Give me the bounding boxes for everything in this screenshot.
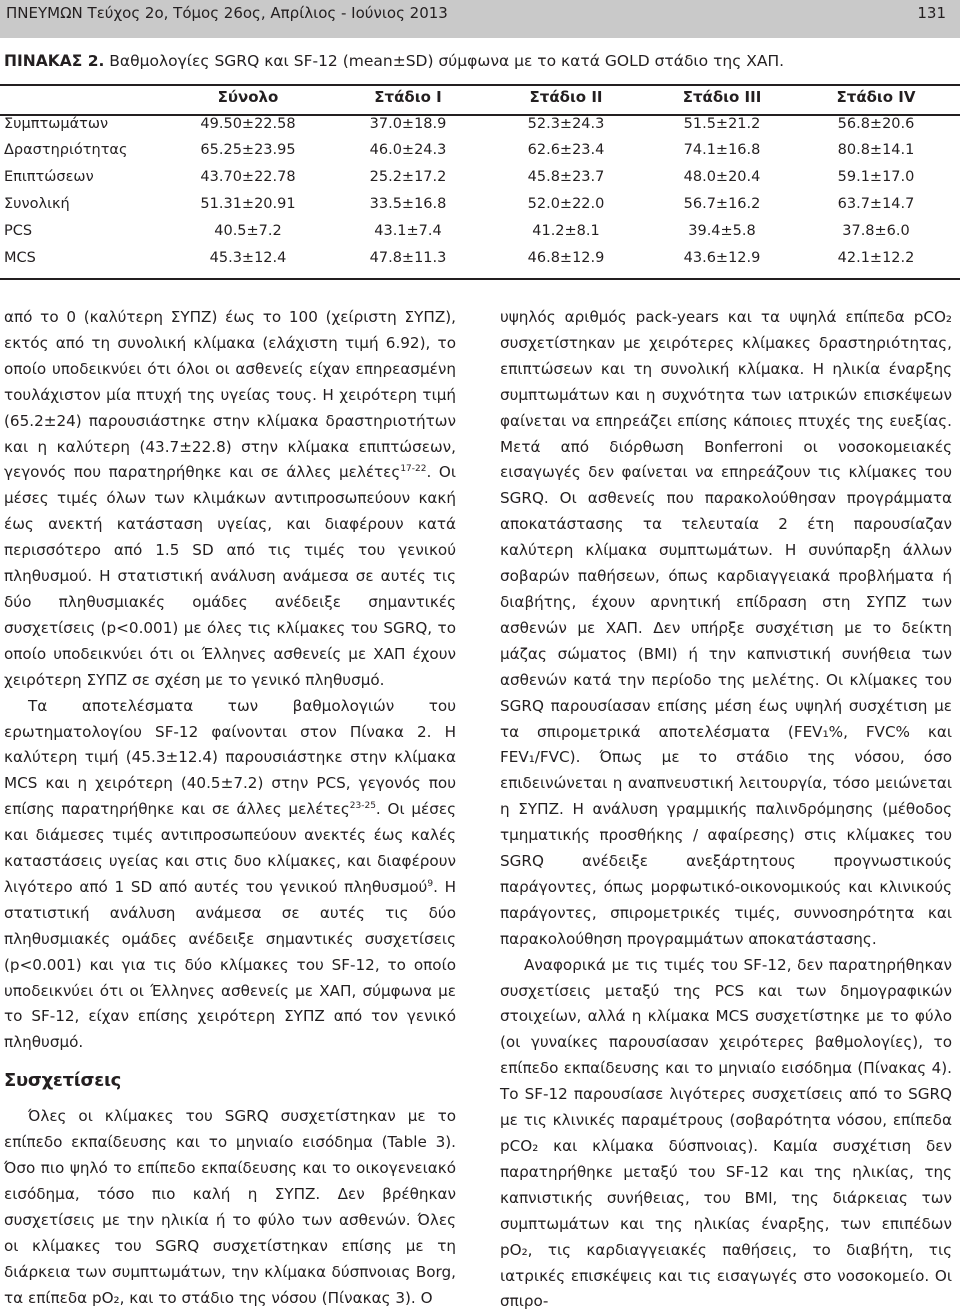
table-cell: 41.2±8.1 — [532, 223, 600, 239]
row-label: Επιπτώσεων — [4, 169, 94, 185]
table-cell: 39.4±5.8 — [688, 223, 756, 239]
table-cell: 43.6±12.9 — [683, 250, 761, 266]
citation: 17-22 — [400, 464, 427, 475]
table-cell: 37.8±6.0 — [842, 223, 910, 239]
table-cell: 59.1±17.0 — [837, 169, 915, 185]
table-cell: 37.0±18.9 — [369, 116, 447, 132]
row-label: PCS — [4, 223, 33, 239]
column-header: Στάδιο ΙΙ — [529, 88, 603, 106]
column-header: Σύνολο — [217, 88, 279, 106]
citation: 23-25 — [349, 801, 376, 812]
paragraph-correlations: Όλες οι κλίμακες του SGRQ συσχετίστηκαν με το επίπεδο εκπαίδευσης και το μηνιαίο εισόδημα (Table 3). Όσο πιο ψηλό το επίπεδο εκπαίδευσης και το οικογενειακό εισόδημα, τόσο πιο καλή η ΣΥΠΖ. Δεν βρέθηκαν συσχετίσεις με την ηλικία ή το φύλο των ασθενών. Όλες οι κλίμακες του SGRQ συσχετίστηκαν επίσης με τη διάρκεια των συμπτωμάτων, την κλίμακα δύσπνοιας Borg, τα επίπεδα pO₂, και το στάδιο της νόσου (Πίνακας 3). Ο — [4, 1107, 456, 1307]
table-cell: 51.31±20.91 — [200, 196, 296, 212]
table-cell: 65.25±23.95 — [200, 142, 296, 158]
table-cell: 62.6±23.4 — [527, 142, 605, 158]
table-cell: 46.8±12.9 — [527, 250, 605, 266]
table-cell: 25.2±17.2 — [369, 169, 447, 185]
running-header — [0, 0, 960, 38]
paragraph-sf12-results: Τα αποτελέσματα των βαθμολογιών του ερωτηματολογίου SF-12 φαίνονται στον Πίνακα 2. Η καλύτερη τιμή (45.3±12.4) παρουσιάστηκε στην κλίμακα MCS και η χειρότερη (40.5±7.2) στην PCS, γεγονός που επίσης παρατηρήθηκε και σε άλλες μελέτες$^{23-25}$. Οι μέσες και διάμεσες τιμές αντιπροσωπεύουν ανεκτές έως καλές καταστάσεις υγείας και στις δυο κλίμακες, και διαφέρουν λιγότερο από 1 SD από αυτές του γενικού πληθυσμού$^9$. Η στατιστική ανάλυση ανάμεσα σε αυτές τις δύο πληθυσμιακές ομάδες ανέδειξε σημαντικές συσχετίσεις (p<0.001) και για τις δύο κλίμακες του SF-12, το οποίο υποδεικνύει ότι οι Έλληνες ασθενείς με ΧΑΠ, σύμφωνα με το SF-12, είχαν επίσης χειρότερη ΣΥΠΖ από τον γενικό πληθυσμό. — [4, 696, 456, 1052]
table-cell: 80.8±14.1 — [837, 142, 915, 158]
section-heading: Συσχετίσεις — [4, 1070, 122, 1092]
table-cell: 43.70±22.78 — [200, 169, 296, 185]
journal-title: ΠΝΕΥΜΩΝ Τεύχος 2ο, Τόμος 26ος, Απρίλιος - Ιούνιος 2013 — [6, 4, 448, 22]
row-label: Δραστηριότητας — [4, 142, 128, 158]
row-label: Συνολική — [4, 196, 70, 212]
table-label: ΠΙΝΑΚΑΣ 2. — [4, 52, 105, 70]
paragraph-sgrq-results: από το 0 (καλύτερη ΣΥΠΖ) έως το 100 (χείριστη ΣΥΠΖ), εκτός από τη συνολική κλίμακα (ελάχιστη τιμή 6.92), το οποίο υποδεικνύει ότι όλοι οι ασθενείς είχαν επηρεασμένη τουλάχιστον μία πτυχή της υγείας τους. Η χειρότερη τιμή (65.2±24) παρουσιάστηκε στην κλίμακα δραστηριοτήτων και η καλύτερη (43.7±22.8) στην κλίμακα επιπτώσεων, γεγονός που παρατηρήθηκε και σε άλλες μελέτες$^{17-22}$. Οι μέσες τιμές όλων των κλιμάκων αντιπροσωπεύουν κακή έως ανεκτή κατάσταση υγείας, και διαφέρουν κατά περισσότερο από 1.5 SD από τις τιμές του γενικού πληθυσμού. Η στατιστική ανάλυση ανάμεσα σε αυτές τις δύο πληθυσμιακές ομάδες ανέδειξε σημαντικές συσχετίσεις (p<0.001) με όλες τις κλίμακες του SGRQ, το οποίο υποδεικνύει ότι οι Έλληνες ασθενείς με ΧΑΠ έχουν χειρότερη ΣΥΠΖ σε σχέση με το γενικό πληθυσμό. — [4, 308, 456, 689]
column-header: Στάδιο IV — [836, 88, 916, 106]
table-caption-text: Βαθμολογίες SGRQ και SF-12 (mean±SD) σύμφωνα με το κατά GOLD στάδιο της ΧΑΠ. — [104, 52, 785, 70]
paragraph-sgrq-correlations: υψηλός αριθμός pack-years και τα υψηλά επίπεδα pCO₂ συσχετίστηκαν με χειρότερες κλίμακες δραστηριότητας, επιπτώσεων και τη συνολική κλίμακα. Η ηλικία έναρξης συμπτωμάτων και η συχνότητα των ιατρικών επισκέψεων φαίνεται να επηρεάζει επίσης κάποιες πτυχές της ευεξίας. Μετά από διόρθωση Bonferroni οι νοσοκομειακές εισαγωγές δεν φαίνεται να επηρεάζουν τις κλίμακες του SGRQ. Οι ασθενείς που παρακολούθησαν προγράμματα αποκατάστασης τα τελευταία 2 έτη παρουσίαζαν καλύτερη κλίμακα συμπτωμάτων. Η συνύπαρξη άλλων σοβαρών παθήσεων, όπως καρδιαγγειακά προβλήματα ή διαβήτης, έχουν αρνητική επίδραση στη ΣΥΠΖ των ασθενών με ΧΑΠ. Δεν υπήρξε συσχέτιση με το δείκτη μάζας σώματος (BMI) ή την καπνιστική συνήθεια των ασθενών κατά την περίοδο της μελέτης. Οι κλίμακες του SGRQ παρουσίασαν επίσης μέση έως υψηλή συσχέτιση με τα σπιρομετρικά αποτελέσματα (FEV₁%, FVC% και FEV₁/FVC). Όπως με το στάδιο της νόσου, όσο επιδεινώνεται η αναπνευστική λειτουργία, τόσο μειώνεται η ΣΥΠΖ. Η ανάλυση γραμμικής παλινδρόμησης (μέθοδος τμηματικής προσθήκης / αφαίρεσης) στις κλίμακες του SGRQ ανέδειξε ανεξάρτητους προγνωστικούς παράγοντες, όπως μορφωτικό-οικονομικούς και κλινικούς παράγοντες, σπιρομετρικές τιμές, συννοσηρότητα και παρακολούθηση προγραμμάτων αποκατάστασης. — [500, 308, 952, 948]
row-label: Συμπτωμάτων — [4, 116, 109, 132]
table-cell: 56.7±16.2 — [683, 196, 761, 212]
column-header: Στάδιο Ι — [374, 88, 442, 106]
table-top-rule — [0, 84, 960, 86]
table-cell: 52.3±24.3 — [527, 116, 605, 132]
table-cell: 45.8±23.7 — [527, 169, 605, 185]
citation: 9 — [427, 878, 434, 889]
table-cell: 43.1±7.4 — [374, 223, 442, 239]
table-cell: 52.0±22.0 — [527, 196, 605, 212]
table-header-rule — [0, 114, 960, 116]
column-header: Στάδιο ΙΙΙ — [682, 88, 762, 106]
left-text-column — [4, 305, 456, 1311]
paragraph-sf12-correlations: Αναφορικά με τις τιμές του SF-12, δεν παρατηρήθηκαν συσχετίσεις μεταξύ της PCS και των δημογραφικών στοιχείων, αλλά η κλίμακα MCS συσχετίστηκε με το φύλο (οι γυναίκες παρουσίασαν χειρότερες βαθμολογίες), το επίπεδο εκπαίδευσης και το μηνιαίο εισόδημα (Πίνακας 4). Το SF-12 παρουσίασε λιγότερες συσχετίσεις από το SGRQ με τις κλινικές παραμέτρους (σοβαρότητα νόσου, επίπεδα pCO₂ και κλίμακα δύσπνοιας). Καμία συσχέτιση δεν παρατηρήθηκε μεταξύ του SF-12 και της ηλικίας, της καπνιστικής συνήθειας, του BMI, της διάρκειας των συμπτωμάτων και της ηλικίας έναρξης, των επιπέδων pO₂, τις καρδιαγγειακές παθήσεις, το διαβήτη, τις ιατρικές επισκέψεις και τις εισαγωγές στο νοσοκομείο. Οι σπιρο- — [500, 955, 952, 1311]
table-bottom-rule — [0, 278, 960, 280]
table-cell: 42.1±12.2 — [837, 250, 915, 266]
results-table — [0, 84, 960, 280]
table-cell: 51.5±21.2 — [683, 116, 761, 132]
table-cell: 48.0±20.4 — [683, 169, 761, 185]
right-text-column — [500, 305, 952, 1315]
table-caption — [4, 52, 784, 70]
table-cell: 45.3±12.4 — [209, 250, 287, 266]
table-cell: 46.0±24.3 — [369, 142, 447, 158]
table-cell: 74.1±16.8 — [683, 142, 761, 158]
table-cell: 63.7±14.7 — [837, 196, 915, 212]
table-cell: 40.5±7.2 — [214, 223, 282, 239]
table-cell: 49.50±22.58 — [200, 116, 296, 132]
row-label: MCS — [4, 250, 36, 266]
table-cell: 56.8±20.6 — [837, 116, 915, 132]
table-cell: 33.5±16.8 — [369, 196, 447, 212]
page-number: 131 — [917, 4, 946, 22]
table-cell: 47.8±11.3 — [369, 250, 447, 266]
